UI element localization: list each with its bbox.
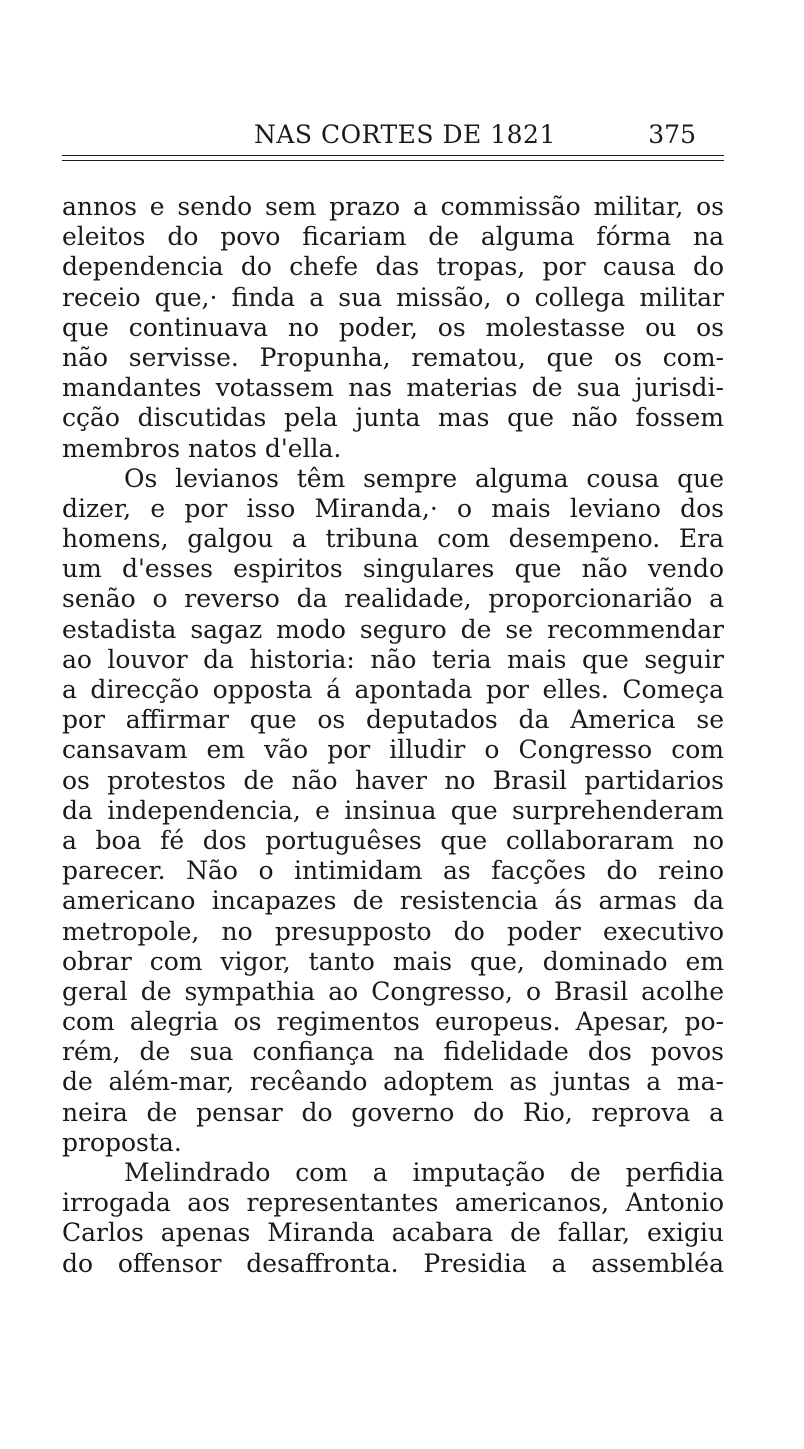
text-line: estadista sagaz modo seguro de se recommendar	[62, 614, 724, 644]
text-line: do offensor desaffronta. Presidia a assembléa	[62, 1248, 724, 1278]
text-line: obrar com vigor, tanto mais que, dominado em	[62, 946, 724, 976]
text-line: cansavam em vão por illudir o Congresso com	[62, 735, 724, 765]
text-line: os protestos de não haver no Brasil partidarios	[62, 765, 724, 795]
header-rule	[62, 155, 724, 161]
text-line: por affirmar que os deputados da America se	[62, 705, 724, 735]
text-line: americano incapazes de resistencia ás armas da	[62, 886, 724, 916]
text-line: homens, galgou a tribuna com desempeno. Era	[62, 524, 724, 554]
running-title: NAS CORTES DE 1821	[254, 120, 556, 149]
text-line: rém, de sua confiança na fidelidade dos povos	[62, 1037, 724, 1067]
text-line: membros natos d'ella.	[62, 433, 342, 463]
text-line: com alegria os regimentos europeus. Apesar, po-	[62, 1007, 724, 1037]
text-line: ao louvor da historia: não teria mais que seguir	[62, 644, 724, 674]
text-line: receio que,· finda a sua missão, o collega militar	[62, 282, 724, 312]
text-line: cção discutidas pela junta mas que não fossem	[62, 403, 724, 433]
text-line: Melindrado com a imputação de perfidia	[124, 1158, 724, 1187]
book-page	[62, 0, 724, 1449]
text-line: neira de pensar do governo do Rio, reprova a	[62, 1097, 724, 1127]
text-line: Carlos apenas Miranda acabara de fallar, exigiu	[62, 1218, 724, 1248]
text-line: da independencia, e insinua que surprehenderam	[62, 795, 724, 825]
text-line: annos e sendo sem prazo a commissão militar, os	[62, 192, 724, 221]
body-text	[62, 192, 724, 1279]
text-line: parecer. Não o intimidam as facções do reino	[62, 856, 724, 886]
page-number: 375	[648, 120, 696, 149]
text-line: dependencia do chefe das tropas, por causa do	[62, 252, 724, 282]
text-line: dizer, e por isso Miranda,· o mais leviano dos	[62, 493, 724, 523]
text-line: geral de sympathia ao Congresso, o Brasil acolhe	[62, 976, 724, 1006]
text-line: Os levianos têm sempre alguma cousa que	[124, 463, 724, 493]
running-head	[62, 118, 724, 152]
text-line: a boa fé dos portuguêses que collaboraram no	[62, 825, 724, 855]
text-line: eleitos do povo ficariam de alguma fórma na	[62, 222, 724, 252]
text-line: de além-mar, recêando adoptem as juntas a ma-	[62, 1067, 724, 1097]
text-line: a direcção opposta á apontada por elles. Começa	[62, 675, 724, 704]
text-line: metropole, no presupposto do poder executivo	[62, 916, 724, 946]
text-line: proposta.	[62, 1127, 182, 1157]
text-line: que continuava no poder, os molestasse ou os	[62, 312, 724, 342]
text-line: um d'esses espiritos singulares que não vendo	[62, 554, 724, 584]
text-line: mandantes votassem nas materias de sua jurisdi-	[62, 373, 724, 403]
text-line: senão o reverso da realidade, proporcionarião a	[62, 584, 724, 614]
text-line: não servisse. Propunha, rematou, que os com-	[62, 342, 724, 372]
text-line: irrogada aos representantes americanos, Antonio	[62, 1188, 724, 1218]
